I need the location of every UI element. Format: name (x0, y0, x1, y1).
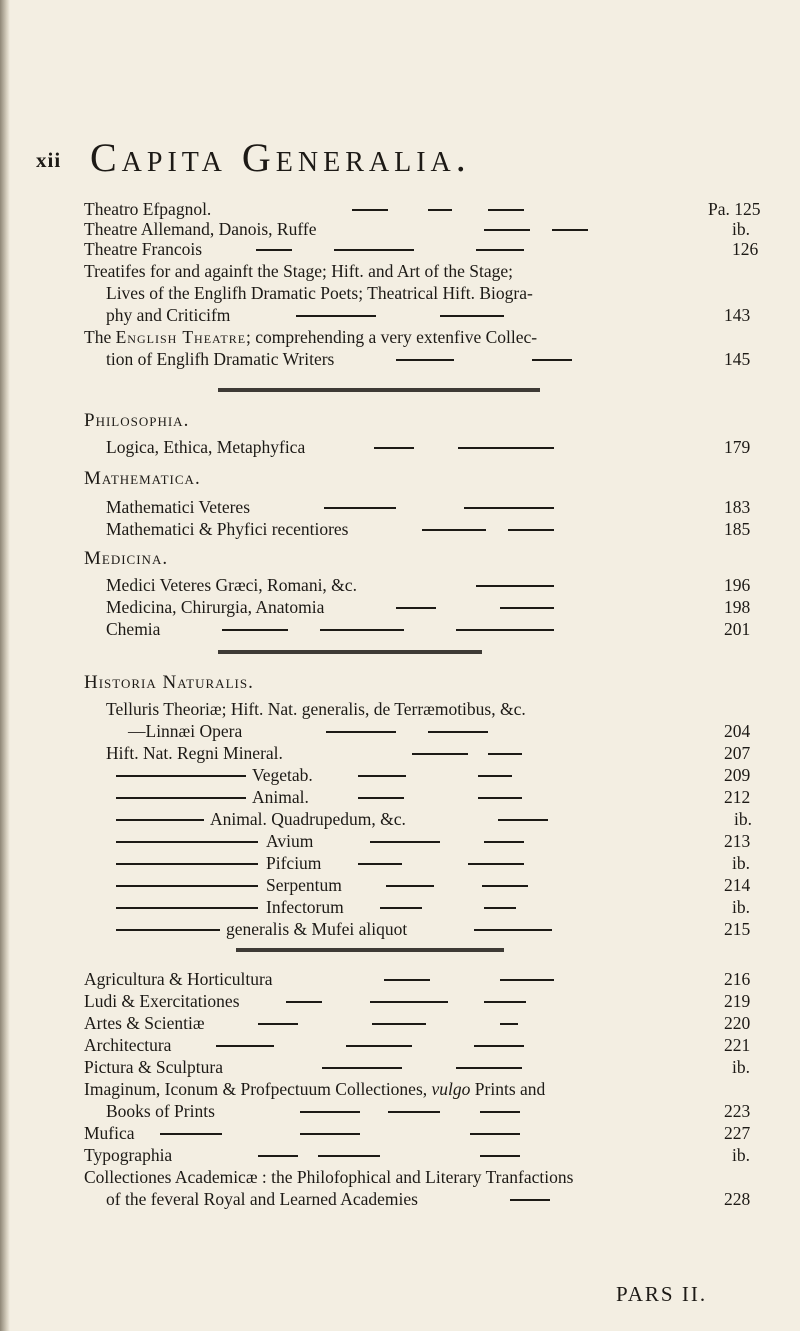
ditto-dash (116, 885, 258, 887)
entry-text: Vegetab. (252, 765, 313, 785)
ditto-dash (116, 907, 258, 909)
leader-dash (482, 885, 528, 887)
leader-dash (488, 209, 524, 211)
entry-text: phy and Criticifm (106, 305, 231, 325)
leader-dash (352, 209, 388, 211)
leader-dash (256, 249, 292, 251)
entry-text: of the feveral Royal and Learned Academies (106, 1189, 418, 1209)
ditto-dash (116, 797, 246, 799)
entry-text: Pifcium (266, 853, 322, 873)
entry-suffix: Prints and (470, 1079, 546, 1099)
leader-dash (380, 907, 422, 909)
entry-text: Ludi & Exercitationes (84, 991, 240, 1011)
leader-dash (478, 775, 512, 777)
entry-text: Treatifes for and againft the Stage; Hift. and Art of the Stage; (84, 261, 513, 281)
entry-text: Chemia (106, 619, 161, 639)
leader-dash (160, 1133, 222, 1135)
entry-text: Telluris Theoriæ; Hift. Nat. generalis, de Terræmotibus, &c. (106, 699, 526, 719)
page-ref: 220 (724, 1013, 751, 1033)
page-ref: 207 (724, 743, 751, 763)
leader-dash (324, 507, 396, 509)
entry-text: Architectura (84, 1035, 172, 1055)
entry-text: Infectorum (266, 897, 344, 917)
leader-dash (470, 1133, 520, 1135)
ditto-dash (116, 841, 258, 843)
ditto-dash (116, 819, 204, 821)
leader-dash (456, 1067, 522, 1069)
entry-suffix: ; comprehending a very extenfive Collec- (246, 327, 538, 347)
leader-dash (484, 907, 516, 909)
section-heading: Philosophia. (84, 410, 190, 431)
leader-dash (552, 229, 588, 231)
running-head: Capita Generalia. (90, 135, 471, 180)
page-ref: ib. (732, 1057, 750, 1077)
page-ref: 216 (724, 969, 751, 989)
leader-dash (386, 885, 434, 887)
entry-text: Mathematici Veteres (106, 497, 250, 517)
leader-dash (358, 797, 404, 799)
page-ref: 219 (724, 991, 751, 1011)
leader-dash (334, 249, 414, 251)
leader-dash (474, 929, 552, 931)
leader-dash (396, 359, 454, 361)
leader-dash (484, 841, 524, 843)
leader-dash (286, 1001, 322, 1003)
leader-dash (480, 1155, 520, 1157)
entry-text: Avium (266, 831, 314, 851)
page-ref: 221 (724, 1035, 751, 1055)
entry-text: —Linnæi Opera (128, 721, 243, 741)
entry-text: tion of Englifh Dramatic Writers (106, 349, 335, 369)
entry-text: Mathematici & Phyfici recentiores (106, 519, 349, 539)
leader-dash (484, 229, 530, 231)
page-ref: ib. (732, 219, 750, 239)
leader-dash (396, 607, 436, 609)
leader-dash (500, 1023, 518, 1025)
entry-text: Lives of the Englifh Dramatic Poets; Theatrical Hift. Biogra- (106, 283, 533, 303)
leader-dash (498, 819, 548, 821)
entry-text: Theatre Allemand, Danois, Ruffe (84, 219, 317, 239)
ditto-dash (116, 929, 220, 931)
leader-dash (488, 753, 522, 755)
leader-dash (388, 1111, 440, 1113)
page-ref: 215 (724, 919, 751, 939)
leader-dash (372, 1023, 426, 1025)
entry-smallcaps: English Theatre (115, 327, 247, 347)
leader-dash (422, 529, 486, 531)
page-ref: 214 (724, 875, 751, 895)
leader-dash (216, 1045, 274, 1047)
leader-dash (428, 209, 452, 211)
leader-dash (456, 629, 554, 631)
leader-dash (532, 359, 572, 361)
entry-text: Artes & Scientiæ (84, 1013, 205, 1033)
leader-dash (478, 797, 522, 799)
page-ref: 198 (724, 597, 751, 617)
leader-dash (320, 629, 404, 631)
section-heading: Mathematica. (84, 468, 201, 489)
page-ref: 179 (724, 437, 751, 457)
page-ref: 126 (732, 239, 759, 259)
leader-dash (458, 447, 554, 449)
entry-text: Agricultura & Horticultura (84, 969, 273, 989)
leader-dash (258, 1155, 298, 1157)
page-ref: 183 (724, 497, 751, 517)
entry-text: Pictura & Sculptura (84, 1057, 224, 1077)
catchword: PARS II. (616, 1282, 708, 1306)
page-ref: 145 (724, 349, 751, 369)
entry-text (84, 326, 537, 348)
leader-dash (468, 863, 524, 865)
leader-dash (500, 607, 554, 609)
section-rule (218, 650, 482, 654)
entry-text: Theatro Efpagnol. (84, 199, 212, 219)
entry-text: Serpentum (266, 875, 342, 895)
leader-dash (428, 731, 488, 733)
ditto-dash (116, 863, 258, 865)
leader-dash (440, 315, 504, 317)
entry-text: Theatre Francois (84, 239, 203, 259)
page-ref: 223 (724, 1101, 751, 1121)
page-ref: 143 (724, 305, 751, 325)
leader-dash (326, 731, 396, 733)
leader-dash (484, 1001, 526, 1003)
page-ref: 227 (724, 1123, 751, 1143)
page-ref: 201 (724, 619, 751, 639)
leader-dash (322, 1067, 402, 1069)
leader-dash (358, 775, 406, 777)
entry-prefix: Imaginum, Iconum & Profpectuum Collectiones, (84, 1079, 432, 1099)
page-edge (0, 0, 10, 1331)
entry-text: Collectiones Academicæ : the Philofophical and Literary Tranfactions (84, 1167, 574, 1187)
leader-dash (474, 1045, 524, 1047)
leader-dash (480, 1111, 520, 1113)
leader-dash (464, 507, 554, 509)
leader-dash (374, 447, 414, 449)
leader-dash (508, 529, 554, 531)
section-heading: Historia Naturalis. (84, 672, 254, 693)
entry-text: Animal. Quadrupedum, &c. (210, 809, 406, 829)
page-ref: ib. (734, 809, 752, 829)
page-ref: ib. (732, 1145, 750, 1165)
entry-text: Medicina, Chirurgia, Anatomia (106, 597, 325, 617)
leader-dash (476, 585, 554, 587)
leader-dash (296, 315, 376, 317)
section-rule (218, 388, 540, 392)
leader-dash (258, 1023, 298, 1025)
page-ref: 204 (724, 721, 751, 741)
leader-dash (358, 863, 402, 865)
leader-dash (370, 841, 440, 843)
page-ref: 228 (724, 1189, 751, 1209)
page-ref: ib. (732, 897, 750, 917)
entry-text: Books of Prints (106, 1101, 215, 1121)
page-ref: Pa. 125 (708, 199, 761, 219)
section-heading: Medicina. (84, 548, 169, 569)
leader-dash (384, 979, 430, 981)
page-ref: ib. (732, 853, 750, 873)
section-rule (236, 948, 504, 952)
entry-text: Medici Veteres Græci, Romani, &c. (106, 575, 357, 595)
leader-dash (222, 629, 288, 631)
ditto-dash (116, 775, 246, 777)
entry-text: Logica, Ethica, Metaphyfica (106, 437, 306, 457)
entry-text: Typographia (84, 1145, 173, 1165)
page-number: xii (36, 148, 62, 172)
entry-text (84, 1078, 545, 1100)
entry-italic: vulgo (431, 1079, 471, 1099)
page-ref: 212 (724, 787, 751, 807)
leader-dash (300, 1111, 360, 1113)
leader-dash (346, 1045, 412, 1047)
entry-text: generalis & Mufei aliquot (226, 919, 408, 939)
page-ref: 213 (724, 831, 751, 851)
leader-dash (412, 753, 468, 755)
page-ref: 196 (724, 575, 751, 595)
page-ref: 185 (724, 519, 751, 539)
page-ref: 209 (724, 765, 751, 785)
leader-dash (476, 249, 524, 251)
leader-dash (370, 1001, 448, 1003)
leader-dash (510, 1199, 550, 1201)
entry-text: Hift. Nat. Regni Mineral. (106, 743, 283, 763)
entry-text: Animal. (252, 787, 309, 807)
entry-prefix: The (84, 327, 116, 347)
entry-text: Mufica (84, 1123, 135, 1143)
leader-dash (300, 1133, 360, 1135)
leader-dash (318, 1155, 380, 1157)
leader-dash (500, 979, 554, 981)
